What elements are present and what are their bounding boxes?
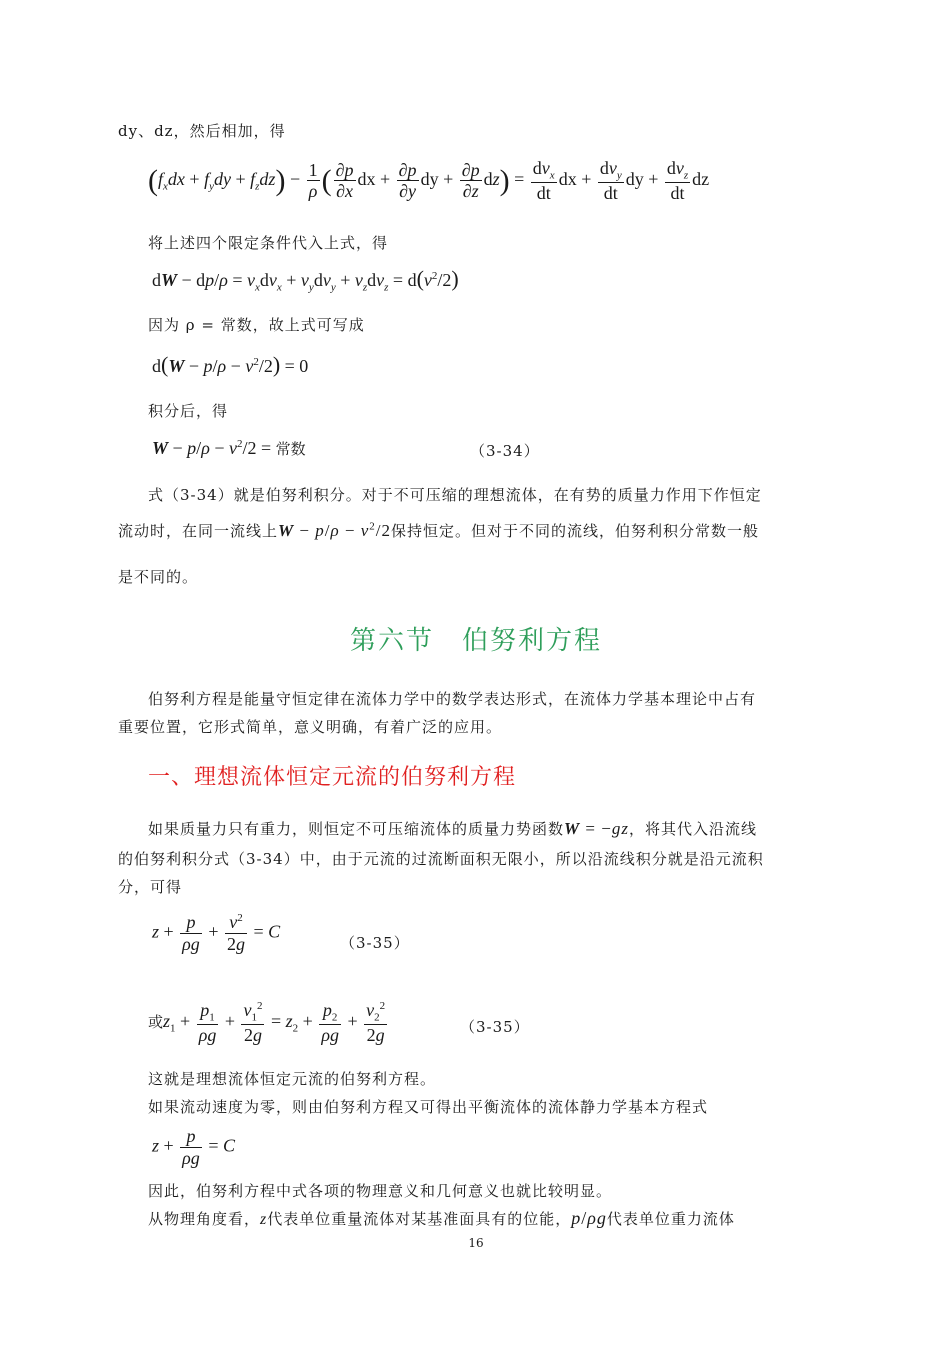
eq-334-rhs: 常数 — [275, 442, 306, 458]
eq-tag-3-34: （3-34） — [470, 442, 540, 460]
equation-3-34: $W - p/\rho - v^2/2$ = 常数 — [152, 438, 306, 458]
para-intro-line1: 伯努利方程是能量守恒定律在流体力学中的数学表达形式，在流体力学基本理论中占有 — [148, 690, 757, 708]
para-3-34-l2a: 流动时，在同一流线上 — [118, 522, 279, 540]
equation-d-total: $d(W - p/\rho - v^2/2) = 0$ — [152, 352, 309, 377]
static-line: 如果流动速度为零，则由伯努利方程又可得出平衡流体的流体静力学基本方程式 — [148, 1098, 709, 1116]
para-3-34-l2b: 保持恒定。但对于不同的流线，伯努利积分常数一般 — [391, 522, 760, 540]
page-number: 16 — [468, 1236, 484, 1250]
section-title: 第六节 伯努利方程 — [349, 626, 602, 656]
para-gravity-l1b: ，将其代入沿流线 — [628, 820, 757, 838]
physics-c: 代表单位重力流体 — [606, 1210, 735, 1228]
eq-tag-3-35b: （3-35） — [460, 1018, 530, 1036]
equation-dw: dW − $dp/\rho = v_xdv_x + v_ydv_y + v_zdv_z = d(v^2/2)$ — [152, 266, 459, 294]
physics-b: 代表单位重量流体对某基准面具有的位能， — [267, 1210, 572, 1228]
intro-line: dy、dz，然后相加，得 — [118, 122, 286, 140]
para-gravity-line2: 的伯努利积分式（3-34）中，由于元流的过流断面积无限小，所以沿流线积分就是沿元流积 — [118, 850, 764, 868]
therefore-line: 因此，伯努利方程中式各项的物理意义和几何意义也就比较明显。 — [148, 1182, 613, 1200]
eq-rho: ρ — [308, 181, 318, 202]
integral-line: 积分后，得 — [148, 402, 229, 420]
eq-tag-3-35a: （3-35） — [340, 934, 410, 952]
equation-3-35a: z + $\frac{p}{\rho g}$ + $\frac{v^2}{2g}$ = C — [152, 912, 281, 954]
para-3-34-line2: 流动时，在同一流线上$W - p/\rho - v^2/2$保持恒定。但对于不同的流线，伯努利积分常数一般 — [118, 520, 760, 540]
subsection-title: 一、理想流体恒定元流的伯努利方程 — [148, 765, 517, 790]
para-3-34-line1: 式（3-34）就是伯努利积分。对于不可压缩的理想流体，在有势的质量力作用下作恒定 — [148, 486, 762, 504]
ideal-line: 这就是理想流体恒定元流的伯努利方程。 — [148, 1070, 437, 1088]
physics-a: 从物理角度看， — [148, 1210, 261, 1228]
physics-line: 从物理角度看，z代表单位重量流体对某基准面具有的位能，p/ρg代表单位重力流体 — [148, 1208, 735, 1228]
para-gravity-line3: 分，可得 — [118, 878, 183, 896]
equation-component-sum: $(f_xdx + f_ydy + f_zdz)$ − $\frac{1}{\rho}$ ( $\frac{\partial p}{\partial x}$ dx + $\frac{\partial p}{\partial y}$ dy + $\frac{\partial p}{\partial z}$ dz) = $\frac{dv_x}{dt}$ dx + $\frac{dv_y}{dt}$ dy + $\frac{dv_z}{dt}$ dz — [148, 158, 710, 204]
para-intro-line2: 重要位置，它形式简单，意义明确，有着广泛的应用。 — [118, 718, 503, 736]
equation-static: z + $\frac{p}{\rho g}$ = C — [152, 1126, 235, 1168]
para-gravity-l1a: 如果质量力只有重力，则恒定不可压缩流体的质量力势函数 — [148, 820, 565, 838]
subst-line: 将上述四个限定条件代入上式，得 — [148, 234, 389, 252]
para-gravity-line1: 如果质量力只有重力，则恒定不可压缩流体的质量力势函数W = −gz，将其代入沿流线 — [148, 819, 757, 838]
const-line: 因为 ρ = 常数，故上式可写成 — [148, 316, 365, 334]
eq-or: 或 — [148, 1015, 164, 1032]
para-3-34-line3: 是不同的。 — [118, 568, 199, 586]
eq-one: 1 — [308, 159, 318, 180]
equation-3-35b: 或$z_1$ + $\frac{p_1}{\rho g}$ + $\frac{v_1^2}{2g}$ = $z_2$ + $\frac{p_2}{\rho g}$ + $\frac{v_2^2}{2g}$ — [148, 1000, 386, 1046]
